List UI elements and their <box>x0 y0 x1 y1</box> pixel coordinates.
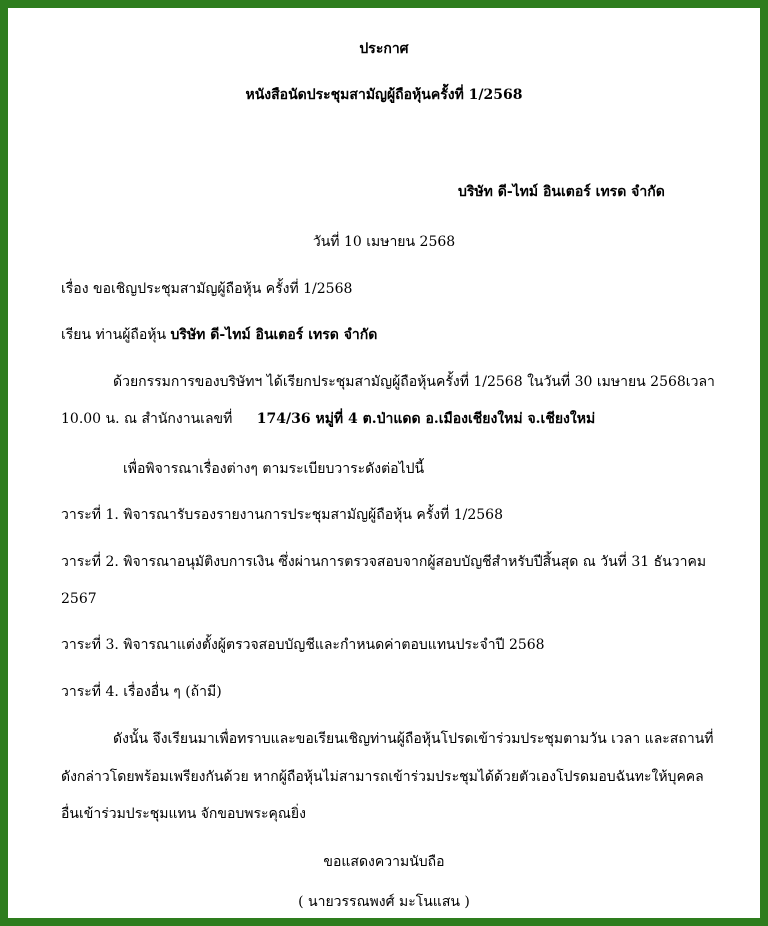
company-name: บริษัท ดี-ไทม์ อินเตอร์ เทรด จำกัด <box>458 184 665 200</box>
recipient-line <box>61 326 377 344</box>
agenda-item-2-cont: 2567 <box>61 591 97 607</box>
intro-line-2-prefix: 10.00 น. ณ สำนักงานเลขที่ <box>61 411 233 427</box>
recipient-company: บริษัท ดี-ไทม์ อินเตอร์ เทรด จำกัด <box>170 327 378 343</box>
intro-line-2 <box>61 410 595 428</box>
subject-title: หนังสือนัดประชุมสามัญผู้ถือหุ้นครั้งที่ 1/2568 <box>245 87 523 103</box>
closing-line-1: ดังนั้น จึงเรียนมาเพื่อทราบและขอเรียนเชิญท่านผู้ถือหุ้นโปรดเข้าร่วมประชุมตามวัน เวลา และสถานที่ <box>113 731 714 747</box>
purpose-line: เพื่อพิจารณาเรื่องต่างๆ ตามระเบียบวาระดังต่อไปนี้ <box>123 461 425 477</box>
document-date: วันที่ 10 เมษายน 2568 <box>312 234 456 250</box>
agenda-item-1: วาระที่ 1. พิจารณารับรองรายงานการประชุมสามัญผู้ถือหุ้น ครั้งที่ 1/2568 <box>61 507 503 523</box>
agenda-item-3: วาระที่ 3. พิจารณาแต่งตั้งผู้ตรวจสอบบัญชีและกำหนดค่าตอบแทนประจำปี 2568 <box>61 637 545 653</box>
regards: ขอแสดงความนับถือ <box>323 854 445 870</box>
agenda-item-2: วาระที่ 2. พิจารณาอนุมัติงบการเงิน ซึ่งผ่านการตรวจสอบจากผู้สอบบัญชีสำหรับปีสิ้นสุด ณ วันที่ 31 ธันวาคม <box>61 554 707 570</box>
signatory-name: ( นายวรรณพงศ์ มะโนแสน ) <box>298 894 470 910</box>
closing-line-3: อื่นเข้าร่วมประชุมแทน จักขอบพระคุณยิ่ง <box>61 806 306 822</box>
intro-line-1: ด้วยกรรมการของบริษัทฯ ได้เรียกประชุมสามัญผู้ถือหุ้นครั้งที่ 1/2568 ในวันที่ 30 เมษายน 2568เวลา <box>113 374 715 390</box>
agenda-item-4: วาระที่ 4. เรื่องอื่น ๆ (ถ้ามี) <box>61 684 222 700</box>
subject-line: เรื่อง ขอเชิญประชุมสามัญผู้ถือหุ้น ครั้งที่ 1/2568 <box>61 281 353 297</box>
recipient-prefix: เรียน ท่านผู้ถือหุ้น <box>61 327 167 343</box>
meeting-address: 174/36 หมู่ที่ 4 ต.ป่าแดด อ.เมืองเชียงใหม่ จ.เชียงใหม่ <box>256 411 596 427</box>
document-page <box>8 8 760 918</box>
closing-line-2: ดังกล่าวโดยพร้อมเพรียงกันด้วย หากผู้ถือหุ้นไม่สามารถเข้าร่วมประชุมได้ด้วยตัวเองโปรดมอบฉันทะให้บุคคล <box>61 769 704 785</box>
heading: ประกาศ <box>359 41 409 57</box>
